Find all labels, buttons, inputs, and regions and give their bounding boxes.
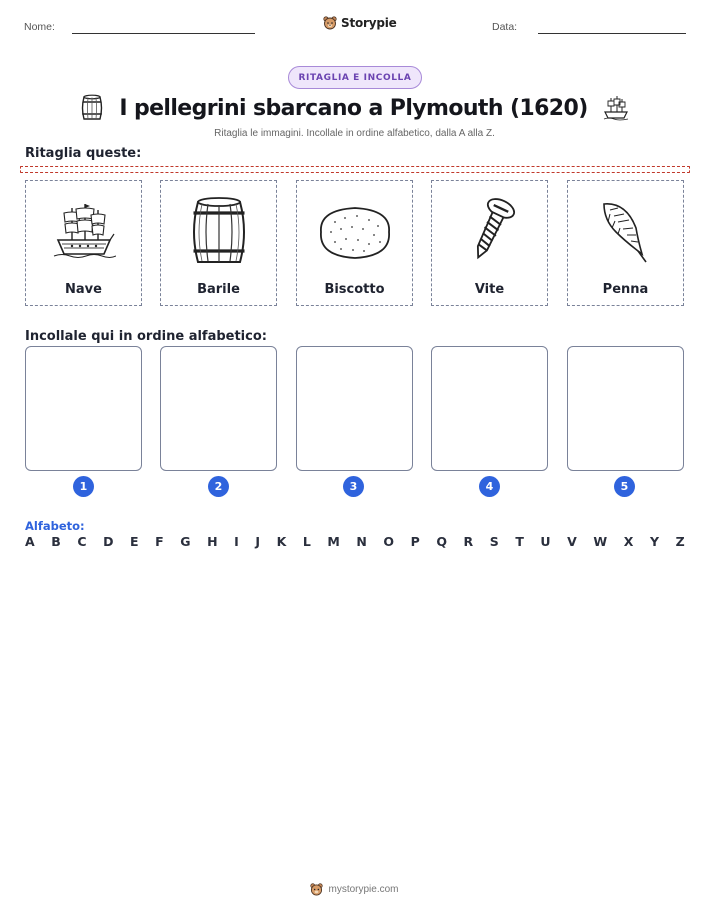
alphabet-letter: L: [302, 534, 311, 549]
alphabet-letter: T: [515, 534, 524, 549]
alphabet-letter: U: [540, 534, 551, 549]
alphabet-letter: N: [356, 534, 367, 549]
feather-quill-icon: [596, 198, 656, 266]
ship-icon: [602, 94, 630, 122]
ship-icon: [52, 200, 116, 264]
paste-box-4[interactable]: [431, 346, 548, 471]
alphabet-letter: Q: [436, 534, 447, 549]
alphabet-label: Alfabeto:: [25, 519, 85, 533]
cut-card-vite[interactable]: [431, 180, 548, 306]
number-badge-1: 1: [73, 476, 94, 497]
name-field[interactable]: [72, 33, 255, 34]
header: [0, 14, 709, 40]
barrel-icon: [79, 94, 105, 122]
cut-card-biscotto[interactable]: [296, 180, 413, 306]
bear-mascot-icon: [323, 16, 337, 30]
number-badge-5: 5: [614, 476, 635, 497]
title-row: [0, 92, 709, 124]
alphabet-letter: C: [77, 534, 87, 549]
alphabet-letter: I: [234, 534, 239, 549]
alphabet-letter: G: [180, 534, 191, 549]
brand-logo: [323, 14, 397, 32]
alphabet-letter: W: [593, 534, 608, 549]
alphabet-letter: J: [255, 534, 260, 549]
alphabet-letter: Z: [675, 534, 685, 549]
cut-line: [20, 166, 690, 173]
alphabet-letter: F: [155, 534, 164, 549]
footer: [0, 880, 709, 898]
cut-card-nave[interactable]: [25, 180, 142, 306]
instructions: Ritaglia le immagini. Incollale in ordine alfabetico, dalla A alla Z.: [214, 128, 495, 139]
date-label: Data:: [492, 21, 518, 33]
alphabet-row: [25, 534, 685, 550]
paste-box-1[interactable]: [25, 346, 142, 471]
alphabet-letter: E: [130, 534, 139, 549]
paste-box-2[interactable]: [160, 346, 277, 471]
card-word: Vite: [474, 282, 505, 297]
barrel-icon: [188, 196, 250, 268]
alphabet-letter: R: [463, 534, 474, 549]
paste-box-5[interactable]: [567, 346, 684, 471]
cut-card-penna[interactable]: [567, 180, 684, 306]
bear-mascot-icon: [310, 883, 323, 896]
alphabet-letter: D: [103, 534, 114, 549]
card-word: Barile: [197, 282, 240, 297]
cut-section-label: Ritaglia queste:: [25, 146, 142, 161]
alphabet-letter: M: [327, 534, 340, 549]
card-word: Biscotto: [324, 282, 385, 297]
alphabet-letter: V: [567, 534, 577, 549]
number-badge-3: 3: [343, 476, 364, 497]
alphabet-letter: X: [623, 534, 634, 549]
alphabet-letter: S: [489, 534, 499, 549]
page-title: I pellegrini sbarcano a Plymouth (1620): [119, 95, 588, 121]
biscuit-icon: [315, 202, 395, 262]
screw-icon: [460, 196, 520, 268]
number-badge-2: 2: [208, 476, 229, 497]
alphabet-letter: B: [51, 534, 61, 549]
card-word: Nave: [65, 282, 102, 297]
alphabet-letter: P: [410, 534, 420, 549]
alphabet-letter: O: [383, 534, 395, 549]
date-field[interactable]: [538, 33, 686, 34]
paste-section-label: Incollale qui in ordine alfabetico:: [25, 329, 267, 344]
alphabet-letter: H: [207, 534, 218, 549]
alphabet-letter: A: [25, 534, 35, 549]
name-label: Nome:: [24, 21, 55, 33]
card-word: Penna: [602, 282, 649, 297]
alphabet-letter: K: [276, 534, 287, 549]
number-badge-4: 4: [479, 476, 500, 497]
cut-card-barile[interactable]: [160, 180, 277, 306]
activity-badge: RITAGLIA E INCOLLA: [288, 66, 422, 89]
paste-box-3[interactable]: [296, 346, 413, 471]
brand-name: Storypie: [341, 16, 397, 30]
footer-url: mystorypie.com: [328, 883, 399, 895]
alphabet-letter: Y: [649, 534, 659, 549]
